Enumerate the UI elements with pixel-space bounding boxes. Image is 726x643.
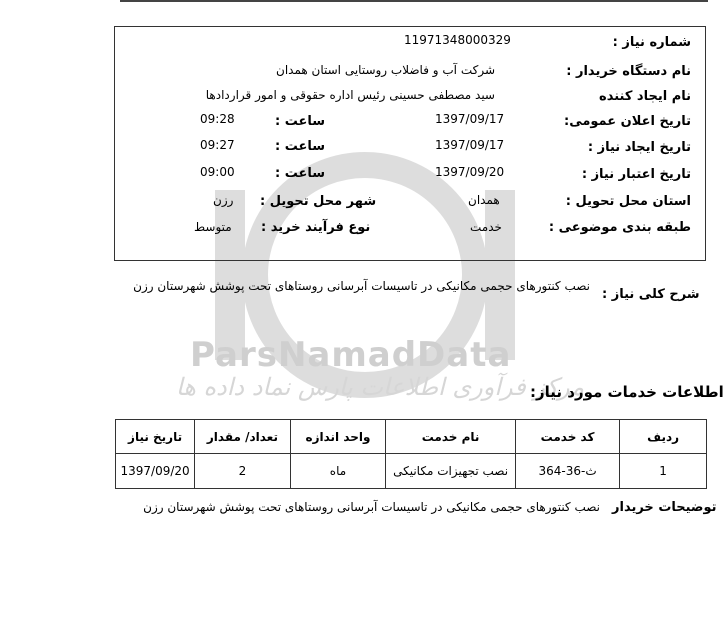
watermark-slogan: مرکز فرآوری اطلاعات پارس نماد داده ها <box>175 373 585 401</box>
create-date-label: تاریخ ایجاد نیاز : <box>587 140 691 155</box>
col-service-name: نام خدمت <box>386 420 516 454</box>
need-details-box <box>114 26 706 261</box>
col-unit: واحد اندازه <box>290 420 386 454</box>
general-description-text: نصب کنتورهای حجمی مکانیکی در تاسیسات آبرسانی روستاهای تحت پوشش شهرستان رزن <box>133 279 590 293</box>
col-quantity: تعداد/ مقدار <box>195 420 291 454</box>
validity-date-label: تاریخ اعتبار نیاز : <box>581 167 691 182</box>
creator-value: سید مصطفی حسینی رئیس اداره حقوقی و امور قراردادها <box>205 88 495 102</box>
general-description-label: شرح کلی نیاز : <box>602 287 700 302</box>
create-time-value: 09:27 <box>200 138 235 152</box>
cell-row-number: 1 <box>620 454 707 489</box>
province-label: استان محل تحویل : <box>565 194 691 209</box>
create-date-value: 1397/09/17 <box>435 138 505 152</box>
city-label: شهر محل تحویل : <box>260 194 377 209</box>
announce-date-label: تاریخ اعلان عمومی: <box>564 114 691 129</box>
services-section-title: اطلاعات خدمات مورد نیاز: <box>530 383 724 401</box>
services-table <box>115 419 707 489</box>
announce-time-label: ساعت : <box>275 114 326 129</box>
validity-time-label: ساعت : <box>275 166 326 181</box>
validity-date-value: 1397/09/20 <box>435 165 505 179</box>
category-value: خدمت <box>470 220 502 234</box>
process-label: نوع فرآیند خرید : <box>261 220 371 235</box>
cell-quantity: 2 <box>195 454 291 489</box>
need-number-value: 11971348000329 <box>404 33 511 47</box>
validity-time-value: 09:00 <box>200 165 235 179</box>
table-row <box>116 454 707 489</box>
need-number-label: شماره نیاز : <box>612 35 691 50</box>
buyer-notes-label: توضیحات خریدار <box>612 500 717 515</box>
col-row-number: ردیف <box>620 420 707 454</box>
watermark-brand: ParsNamadData <box>190 335 512 375</box>
col-service-code: کد خدمت <box>515 420 619 454</box>
announce-date-value: 1397/09/17 <box>435 112 505 126</box>
services-table-header <box>116 420 707 454</box>
top-border <box>120 0 708 2</box>
city-value: رزن <box>213 193 234 207</box>
buyer-org-label: نام دستگاه خریدار : <box>566 64 691 79</box>
creator-label: نام ایجاد کننده <box>599 89 691 104</box>
category-label: طبقه بندی موضوعی : <box>548 220 691 235</box>
cell-unit: ماه <box>290 454 386 489</box>
province-value: همدان <box>468 193 500 207</box>
cell-need-date: 1397/09/20 <box>116 454 195 489</box>
announce-time-value: 09:28 <box>200 112 235 126</box>
create-time-label: ساعت : <box>275 139 326 154</box>
cell-service-name: نصب تجهیزات مکانیکی <box>386 454 516 489</box>
process-value: متوسط <box>194 220 232 234</box>
buyer-notes-text: نصب کنتورهای حجمی مکانیکی در تاسیسات آبرسانی روستاهای تحت پوشش شهرستان رزن <box>143 500 600 514</box>
col-need-date: تاریخ نیاز <box>116 420 195 454</box>
buyer-org-value: شرکت آب و فاضلاب روستایی استان همدان <box>276 63 495 77</box>
cell-service-code: ث-36-364 <box>515 454 619 489</box>
